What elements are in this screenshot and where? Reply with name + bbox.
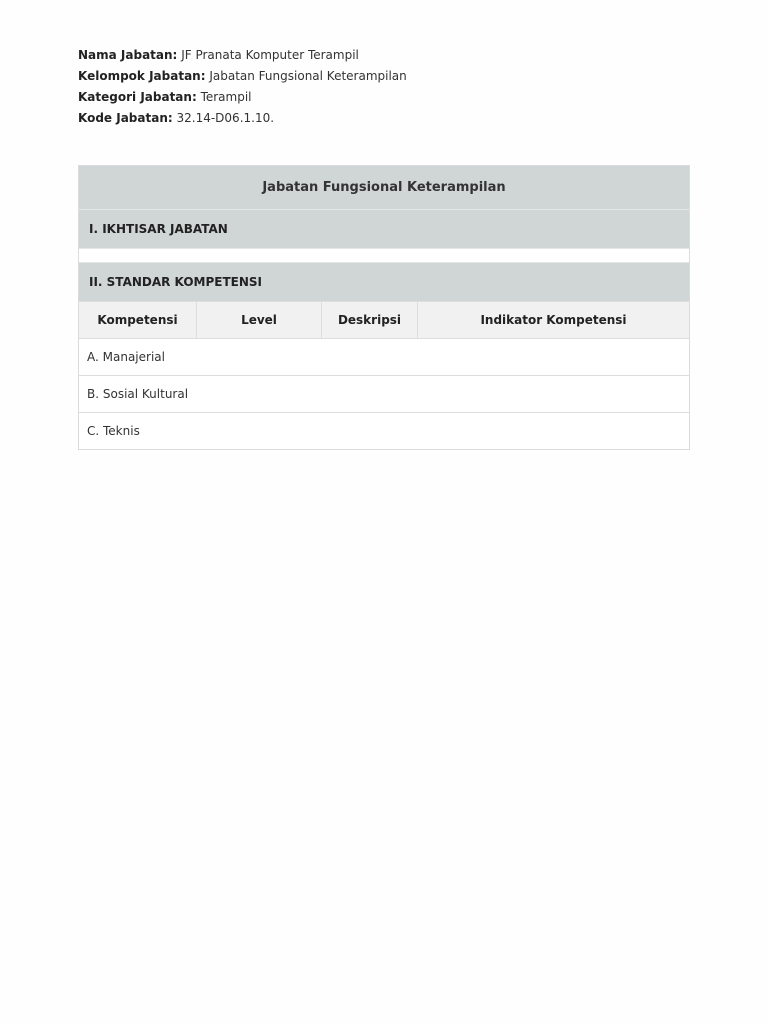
meta-kelompok-jabatan xyxy=(78,66,407,87)
meta-label: Nama Jabatan: xyxy=(78,48,178,62)
panel-title: Jabatan Fungsional Keterampilan xyxy=(79,166,689,210)
row-label-teknis: C. Teknis xyxy=(87,424,140,438)
table-header-row xyxy=(79,302,689,339)
meta-value: 32.14-D06.1.10. xyxy=(176,111,275,125)
column-header-deskripsi: Deskripsi xyxy=(322,302,418,339)
job-standard-panel xyxy=(78,165,690,450)
meta-value: Jabatan Fungsional Keterampilan xyxy=(209,69,407,83)
row-label-manajerial: A. Manajerial xyxy=(79,339,689,376)
meta-nama-jabatan xyxy=(78,45,407,66)
job-metadata xyxy=(78,45,407,129)
meta-label: Kategori Jabatan: xyxy=(78,90,197,104)
table-row xyxy=(79,376,689,413)
column-header-indikator-kompetensi: Indikator Kompetensi xyxy=(418,302,690,339)
table-row xyxy=(79,413,689,450)
section-ikhtisar-body xyxy=(79,248,689,263)
meta-value: Terampil xyxy=(200,90,252,104)
meta-label: Kode Jabatan: xyxy=(78,111,173,125)
meta-kategori-jabatan xyxy=(78,87,407,108)
section-ikhtisar-jabatan: I. IKHTISAR JABATAN xyxy=(79,210,689,248)
column-header-level: Level xyxy=(197,302,322,339)
table-row xyxy=(79,339,689,376)
meta-value: JF Pranata Komputer Terampil xyxy=(181,48,359,62)
competency-table xyxy=(79,301,689,449)
section-standar-kompetensi: II. STANDAR KOMPETENSI xyxy=(79,263,689,301)
column-header-kompetensi: Kompetensi xyxy=(79,302,197,339)
meta-label: Kelompok Jabatan: xyxy=(78,69,206,83)
row-label-sosial-kultural: B. Sosial Kultural xyxy=(79,376,689,413)
meta-kode-jabatan xyxy=(78,108,407,129)
